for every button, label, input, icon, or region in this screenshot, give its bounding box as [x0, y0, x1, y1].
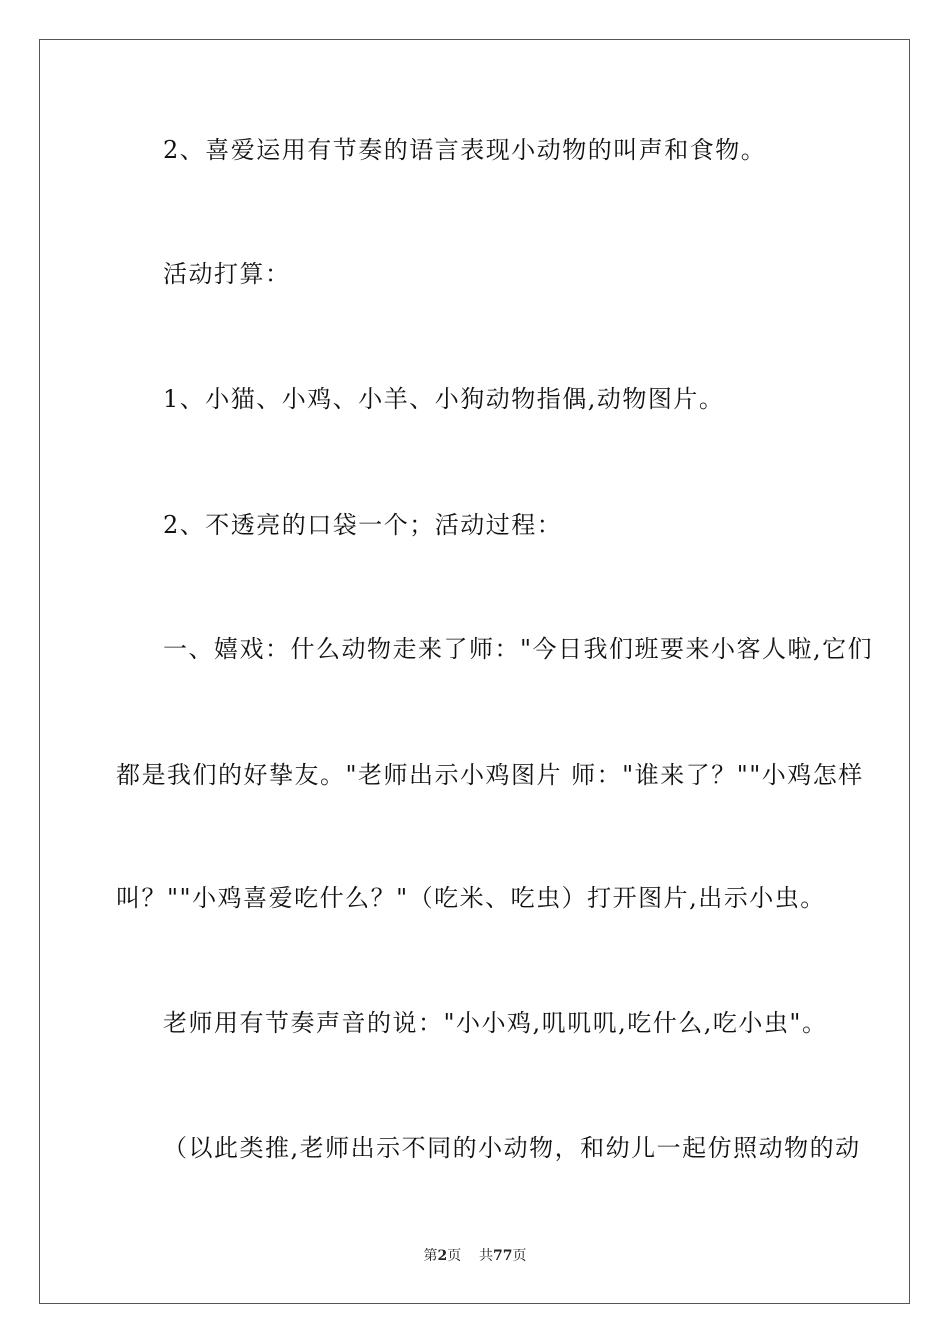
footer-total-prefix: 共	[479, 1248, 494, 1264]
footer-total-suffix: 页	[512, 1248, 527, 1264]
paragraph-line: （以此类推,老师出示不同的小动物，和幼儿一起仿照动物的动	[163, 1134, 861, 1162]
paragraph-line: 活动打算：	[163, 260, 291, 288]
footer-page-prefix: 第	[423, 1248, 438, 1264]
paragraph-line: 2、喜爱运用有节奏的语言表现小动物的叫声和食物。	[163, 136, 767, 164]
paragraph-line: 都是我们的好挚友。"老师出示小鸡图片 师："谁来了？""小鸡怎样	[116, 761, 864, 789]
paragraph-line: 一、嬉戏：什么动物走来了师："今日我们班要来小客人啦,它们	[163, 635, 874, 663]
footer-page-suffix: 页	[447, 1248, 462, 1264]
page-footer	[0, 1247, 950, 1265]
paragraph-line: 老师用有节奏声音的说："小小鸡,叽叽叽,吃什么,吃小虫"。	[163, 1009, 828, 1037]
page-border	[39, 39, 910, 1304]
paragraph-line: 2、不透亮的口袋一个；活动过程：	[163, 511, 563, 539]
footer-total-pages: 77	[493, 1248, 513, 1264]
footer-page-number: 2	[437, 1248, 448, 1264]
paragraph-line: 1、小猫、小鸡、小羊、小狗动物指偶,动物图片。	[163, 385, 725, 413]
paragraph-line: 叫？""小鸡喜爱吃什么？"（吃米、吃虫）打开图片,出示小虫。	[116, 884, 826, 912]
